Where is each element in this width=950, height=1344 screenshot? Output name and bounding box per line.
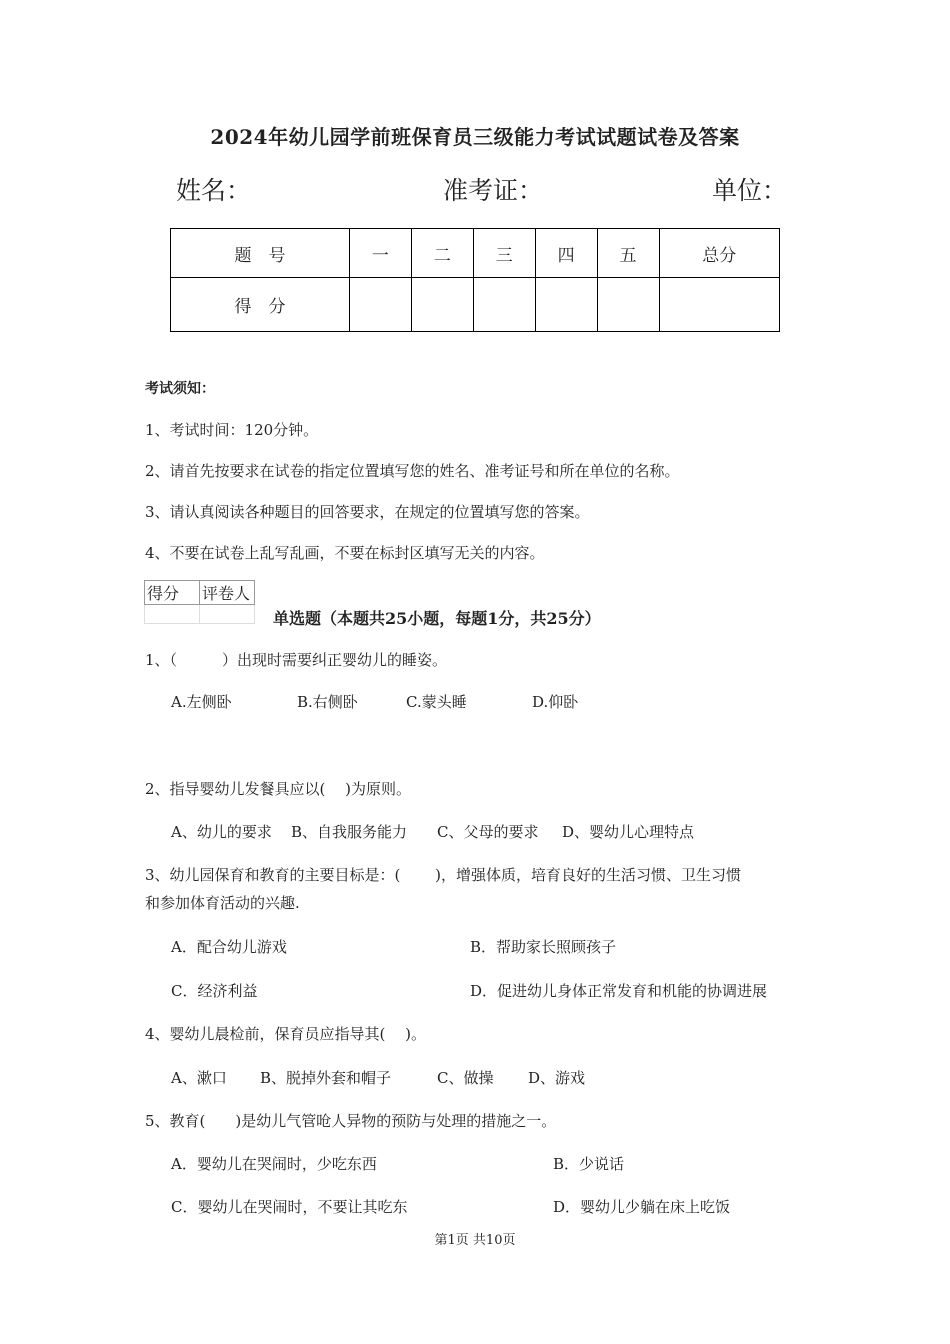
option: D．促进幼儿身体正常发育和机能的协调进展	[470, 982, 768, 1000]
option: A.左侧卧	[171, 693, 232, 711]
note-item: 4、不要在试卷上乱写乱画，不要在标封区填写无关的内容。	[145, 544, 545, 562]
unit-label: 单位：	[712, 176, 788, 205]
option: A．婴幼儿在哭闹时，少吃东西	[171, 1155, 377, 1173]
question-stem: 3、幼儿园保育和教育的主要目标是：( )，增强体质，培育良好的生活习惯、卫生习惯	[145, 866, 742, 884]
option: D.仰卧	[532, 693, 579, 711]
option: D、婴幼儿心理特点	[562, 823, 695, 841]
score-table-header-row	[171, 229, 780, 278]
exam-id-label: 准考证：	[443, 176, 544, 205]
score-header-cell: 五	[597, 229, 659, 278]
score-cell[interactable]	[349, 278, 411, 332]
score-cell[interactable]	[659, 278, 779, 332]
option: C、父母的要求	[437, 823, 539, 841]
option: D、游戏	[528, 1069, 586, 1087]
note-item: 1、考试时间：120分钟。	[145, 421, 319, 439]
option: A、幼儿的要求	[171, 823, 272, 841]
score-table	[170, 228, 780, 332]
name-label: 姓名：	[176, 176, 252, 205]
grader-score-cell[interactable]	[145, 605, 200, 624]
section-title: 单选题（本题共25小题，每题1分，共25分）	[273, 609, 601, 628]
question-stem: 5、教育( )是幼儿气管呛人异物的预防与处理的措施之一。	[145, 1112, 557, 1130]
option: C.蒙头睡	[406, 693, 467, 711]
note-item: 3、请认真阅读各种题目的回答要求，在规定的位置填写您的答案。	[145, 503, 590, 521]
option: B、脱掉外套和帽子	[260, 1069, 392, 1087]
score-header-cell: 三	[473, 229, 535, 278]
grader-name-label: 评卷人	[200, 581, 255, 605]
question-stem-cont: 和参加体育活动的兴趣.	[145, 894, 300, 912]
score-header-cell: 二	[411, 229, 473, 278]
page-title: 2024年幼儿园学前班保育员三级能力考试试题试卷及答案	[210, 125, 740, 149]
option: B．少说话	[553, 1155, 625, 1173]
score-table-score-row	[171, 278, 780, 332]
score-cell[interactable]	[535, 278, 597, 332]
option: C．婴幼儿在哭闹时，不要让其吃东	[171, 1198, 408, 1216]
score-cell[interactable]	[597, 278, 659, 332]
score-row-label: 得 分	[171, 278, 350, 332]
grader-name-cell[interactable]	[200, 605, 255, 624]
option: A．配合幼儿游戏	[171, 938, 287, 956]
option: B.右侧卧	[297, 693, 358, 711]
option: C、做操	[437, 1069, 494, 1087]
score-header-cell: 一	[349, 229, 411, 278]
option: B．帮助家长照顾孩子	[470, 938, 617, 956]
question-stem: 2、指导婴幼儿发餐具应以( )为原则。	[145, 780, 412, 798]
question-stem: 4、婴幼儿晨检前，保育员应指导其( )。	[145, 1025, 427, 1043]
option: B、自我服务能力	[291, 823, 408, 841]
score-cell[interactable]	[411, 278, 473, 332]
question-stem: 1、（ ）出现时需要纠正婴幼儿的睡姿。	[145, 651, 448, 669]
note-item: 2、请首先按要求在试卷的指定位置填写您的姓名、准考证号和所在单位的名称。	[145, 462, 680, 480]
score-cell[interactable]	[473, 278, 535, 332]
option: A、漱口	[171, 1069, 227, 1087]
notes-title: 考试须知：	[145, 381, 215, 397]
score-header-cell: 四	[535, 229, 597, 278]
grader-score-label: 得分	[145, 581, 200, 605]
score-header-cell: 总分	[659, 229, 779, 278]
score-header-cell: 题 号	[171, 229, 350, 278]
grader-box	[144, 580, 255, 624]
page-footer: 第1页 共10页	[434, 1233, 516, 1248]
option: D．婴幼儿少躺在床上吃饭	[553, 1198, 731, 1216]
option: C．经济利益	[171, 982, 258, 1000]
